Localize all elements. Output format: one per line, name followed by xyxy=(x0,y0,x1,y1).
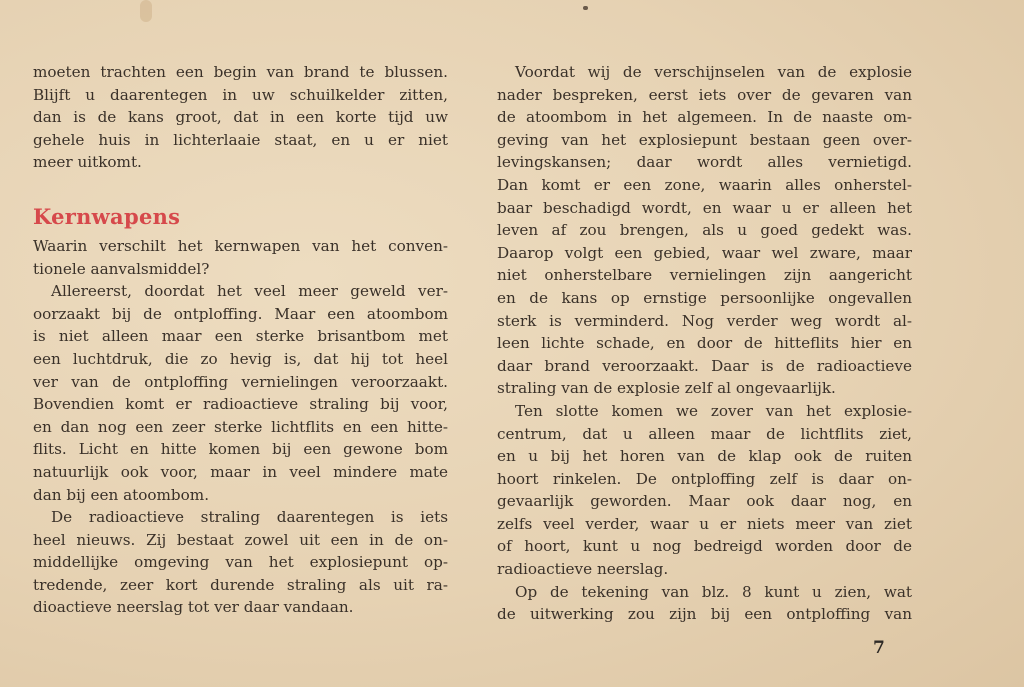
text-line: gevaarlijk geworden. Maar ook daar nog, en xyxy=(497,492,912,511)
text-line: meer uitkomt. xyxy=(33,153,142,172)
text-line: tredende, zeer kort durende straling als uit ra- xyxy=(33,575,448,594)
text-line: ver van de ontploffing vernielingen veroorzaakt. xyxy=(33,372,448,391)
text-line: niet onherstelbare vernielingen zijn aangericht xyxy=(497,266,912,285)
text-line: heel nieuws. Zij bestaat zowel uit een in de on- xyxy=(33,530,448,549)
left-column xyxy=(33,61,448,619)
text-line: is niet alleen maar een sterke brisantbom met xyxy=(33,327,448,346)
text-line: levingskansen; daar wordt alles vernietigd. xyxy=(497,153,912,172)
paragraph-radiation xyxy=(33,506,448,619)
text-line: een luchtdruk, die zo hevig is, dat hij tot heel xyxy=(33,349,448,368)
paragraph-ten-slotte xyxy=(497,400,912,581)
text-line: Daarop volgt een gebied, waar wel zware, maar xyxy=(497,243,912,262)
text-line: en u bij het horen van de klap ook de ruiten xyxy=(497,447,912,466)
text-line: gehele huis in lichterlaaie staat, en u er niet xyxy=(33,130,448,149)
text-line: Allereerst, doordat het veel meer geweld ver- xyxy=(51,282,448,301)
text-line: leen lichte schade, en door de hitteflits hier en xyxy=(497,334,912,353)
text-line: en de kans op ernstige persoonlijke ongevallen xyxy=(497,288,912,307)
text-line: de uitwerking zou zijn bij een ontploffing van xyxy=(497,605,912,624)
text-line: de atoombom in het algemeen. In de naaste om- xyxy=(497,108,912,127)
text-line: straling van de explosie zelf al ongevaarlijk. xyxy=(497,379,836,398)
text-line: daar brand veroorzaakt. Daar is de radioactieve xyxy=(497,356,912,375)
paragraph-fire xyxy=(33,61,448,174)
text-line: zelfs veel verder, waar u er niets meer van ziet xyxy=(497,514,912,533)
text-line: moeten trachten een begin van brand te blussen. xyxy=(33,63,448,81)
text-line: Op de tekening van blz. 8 kunt u zien, wat xyxy=(515,582,912,601)
text-line: dan is de kans groot, dat in een korte tijd uw xyxy=(33,108,448,127)
paper-stain xyxy=(140,0,152,22)
text-line: Bovendien komt er radioactieve straling bij voor, xyxy=(33,395,448,414)
text-line: dan bij een atoombom. xyxy=(33,485,210,504)
text-line: Dan komt er een zone, waarin alles onherstel- xyxy=(497,175,912,194)
text-line: Blijft u daarentegen in uw schuilkelder zitten, xyxy=(33,85,448,104)
text-line: geving van het explosiepunt bestaan geen over- xyxy=(497,130,912,149)
text-line: baar beschadigd wordt, en waar u er alleen het xyxy=(497,198,912,217)
paragraph-dangers xyxy=(497,61,912,400)
text-line: en dan nog een zeer sterke lichtflits en een hitte- xyxy=(33,417,448,436)
paragraph-allereerst xyxy=(33,280,448,506)
text-line: Voordat wij de verschijnselen van de explosie xyxy=(515,63,912,81)
text-line: Waarin verschilt het kernwapen van het conven- xyxy=(33,236,448,255)
text-line: De radioactieve straling daarentegen is iets xyxy=(51,508,448,527)
text-line: dioactieve neerslag tot ver daar vandaan. xyxy=(33,598,354,617)
page-number: 7 xyxy=(873,638,885,658)
text-line: nader bespreken, eerst iets over de gevaren van xyxy=(497,85,912,104)
text-line: leven af zou brengen, als u goed gedekt was. xyxy=(497,221,912,240)
text-line: centrum, dat u alleen maar de lichtflits ziet, xyxy=(497,424,912,443)
section-heading: Kernwapens xyxy=(33,203,181,229)
paragraph-drawing-reference xyxy=(497,581,912,626)
text-line: of hoort, kunt u nog bedreigd worden door de xyxy=(497,537,912,556)
text-line: hoort rinkelen. De ontploffing zelf is daar on- xyxy=(497,469,912,488)
section-gap xyxy=(33,174,448,203)
paragraph-question xyxy=(33,235,448,280)
text-line: tionele aanvalsmiddel? xyxy=(33,259,210,278)
text-line: natuurlijk ook voor, maar in veel mindere mate xyxy=(33,462,448,481)
text-line: sterk is verminderd. Nog verder weg wordt al- xyxy=(497,311,912,330)
right-column xyxy=(497,61,912,626)
paper-speck xyxy=(583,6,588,10)
text-line: Ten slotte komen we zover van het explosie- xyxy=(515,401,912,420)
text-line: flits. Licht en hitte komen bij een gewone bom xyxy=(33,440,448,459)
text-line: radioactieve neerslag. xyxy=(497,560,669,579)
text-line: oorzaakt bij de ontploffing. Maar een atoombom xyxy=(33,304,448,323)
text-line: middellijke omgeving van het explosiepunt op- xyxy=(33,553,448,572)
